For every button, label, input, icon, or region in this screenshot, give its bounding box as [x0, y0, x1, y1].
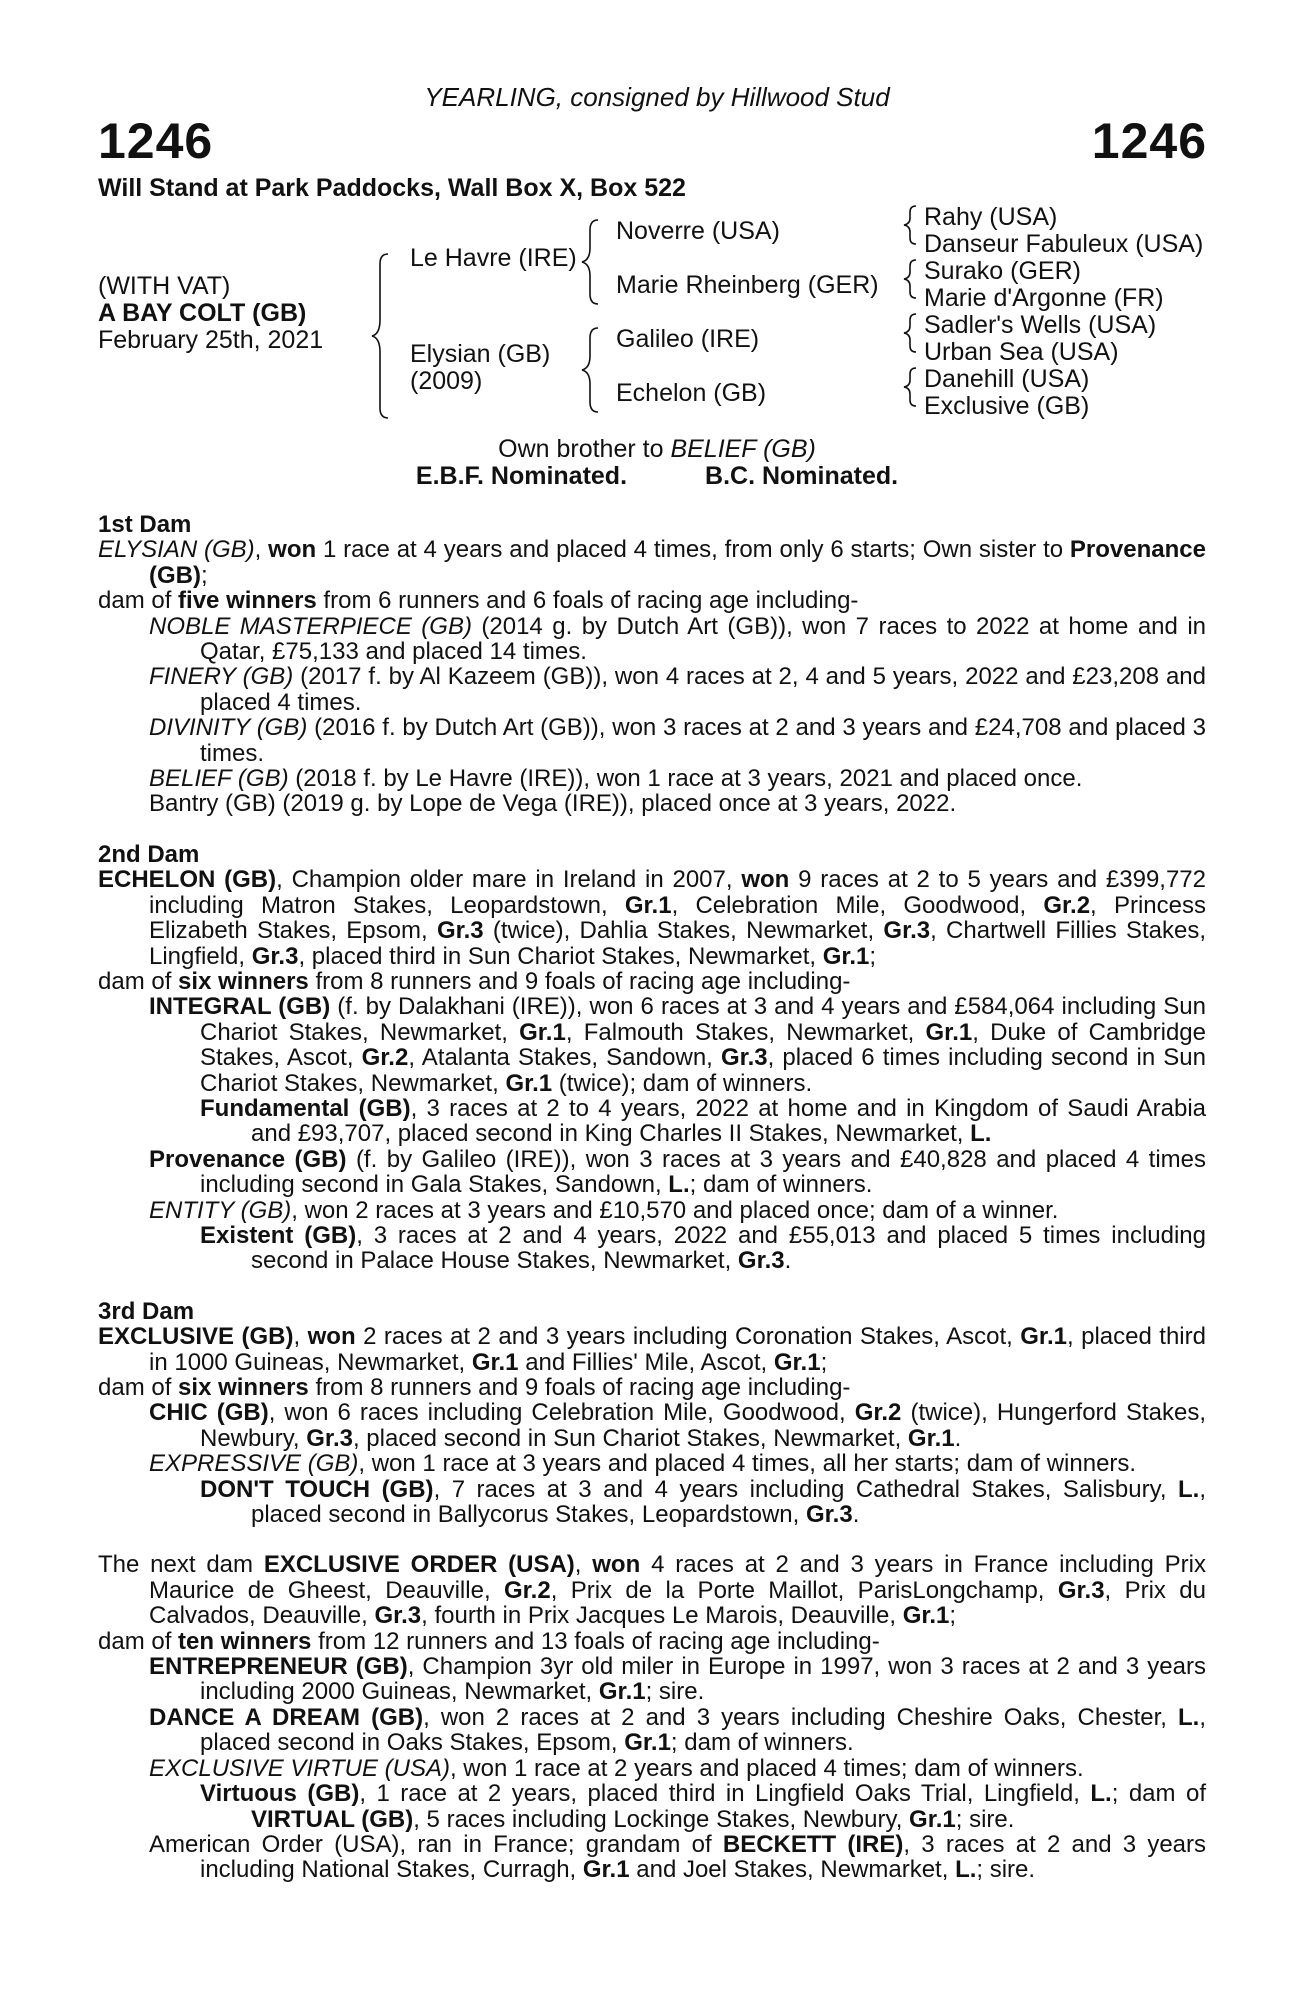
bold-run: Fundamental (GB)	[200, 1094, 411, 1122]
text-run: The next dam	[98, 1551, 264, 1579]
text-run: (2018 f. by Le Havre (IRE)), won 1 race at 3 years, 2021 and placed once.	[288, 765, 1083, 793]
text-run: , Prix de la Porte Maillot, ParisLongchamp,	[550, 1576, 1058, 1604]
bold-run: Gr.1	[624, 1729, 671, 1757]
bold-run: won	[268, 536, 317, 564]
dam-section	[98, 1299, 1206, 1528]
text-run: 4 races at 2 and 3 years in France including Prix Maurice de Gheest, Deauville,	[149, 1551, 1206, 1604]
text-run: .	[852, 1501, 860, 1529]
text-run: ;	[200, 561, 208, 589]
bold-run: Provenance (GB)	[149, 536, 1206, 589]
bold-run: Gr.1	[471, 1348, 519, 1376]
text-run: , placed third in 1000 Guineas, Newmarket,	[149, 1323, 1206, 1376]
text-run: American Order (USA), ran in France; grandam of	[149, 1830, 723, 1858]
nominations-line	[0, 463, 1314, 490]
stand-location: Will Stand at Park Paddocks, Wall Box X, Box 522	[98, 174, 686, 202]
bold-run: ten winners	[178, 1627, 312, 1655]
bold-run: five winners	[178, 587, 317, 615]
text-run: , placed second in Ballycorus Stakes, Leopardstown,	[251, 1475, 1206, 1529]
consignment-line: YEARLING, consigned by Hillwood Stud	[424, 82, 890, 112]
ancestor-5: Sadler's Wells (USA)	[924, 311, 1157, 339]
bold-run: Gr.2	[1043, 891, 1091, 919]
text-run: , fourth in Prix Jacques Le Marois, Deauville,	[421, 1602, 903, 1630]
pedigree-paragraph	[98, 537, 1206, 588]
pedigree-paragraph	[98, 715, 1206, 766]
text-run: , Princess Elizabeth Stakes, Epsom,	[149, 891, 1206, 945]
bold-run: ENTREPRENEUR (GB)	[149, 1653, 408, 1681]
ancestor-6: Urban Sea (USA)	[924, 338, 1119, 366]
text-run: ; dam of winners.	[689, 1171, 873, 1199]
bold-run: Gr.2	[361, 1044, 409, 1072]
text-run: (2014 g. by Dutch Art (GB)), won 7 races to 2022 at home and in Qatar, £75,133 and placed 14 times.	[200, 612, 1206, 666]
ancestor-8: Exclusive (GB)	[924, 392, 1090, 420]
bold-run: six winners	[178, 1374, 309, 1401]
bold-run: won	[307, 1323, 356, 1351]
bold-run: Gr.2	[854, 1399, 902, 1427]
bold-run: won	[741, 866, 790, 894]
text-run: ;	[949, 1602, 957, 1630]
dam: Elysian (GB)	[410, 340, 551, 368]
sire: Le Havre (IRE)	[410, 244, 577, 272]
text-run: and Joel Stakes, Newmarket,	[629, 1856, 956, 1884]
bold-run: Gr.1	[505, 1069, 553, 1097]
section-heading: 2nd Dam	[98, 840, 200, 868]
text-run: ,	[293, 1323, 308, 1351]
pedigree-paragraph	[98, 791, 1206, 816]
pedigree-paragraph	[98, 664, 1206, 715]
bold-run: Provenance (GB)	[149, 1145, 347, 1173]
bold-run: Gr.1	[925, 1018, 973, 1046]
italic-run: ENTITY (GB)	[149, 1196, 292, 1224]
ancestor-1: Rahy (USA)	[924, 203, 1058, 231]
pedigree-paragraph	[98, 867, 1206, 969]
text-run: dam of	[98, 967, 179, 995]
bold-run: Gr.3	[1057, 1576, 1105, 1604]
pedigree-paragraph	[98, 588, 1206, 613]
pedigree-paragraph	[98, 1375, 1206, 1400]
text-run: (twice), Hungerford Stakes, Newbury,	[200, 1399, 1206, 1452]
bold-run: DANCE A DREAM (GB)	[149, 1703, 424, 1731]
text-run: dam of	[98, 587, 179, 615]
pedigree-paragraph	[98, 1198, 1206, 1223]
bold-run: VIRTUAL (GB)	[251, 1805, 414, 1833]
bold-run: L.	[668, 1171, 690, 1199]
dam-dam: Echelon (GB)	[616, 379, 767, 407]
section-heading: 3rd Dam	[98, 1297, 195, 1325]
pedigree-paragraph	[98, 969, 1206, 994]
bold-run: L.	[1178, 1703, 1200, 1731]
sire-dam: Marie Rheinberg (GER)	[616, 271, 879, 299]
text-run: (twice); dam of winners.	[552, 1069, 813, 1097]
bold-run: Gr.1	[907, 1424, 955, 1452]
pedigree-paragraph	[98, 1223, 1206, 1274]
bold-run: BECKETT (IRE)	[722, 1830, 904, 1858]
bold-run: L.	[1090, 1780, 1112, 1808]
catalogue-body	[98, 512, 1206, 1883]
bold-run: CHIC (GB)	[149, 1399, 269, 1427]
bold-run: Gr.1	[624, 891, 672, 919]
text-run: , 7 races at 3 and 4 years including Cathedral Stakes, Salisbury,	[433, 1475, 1178, 1503]
bold-run: INTEGRAL (GB)	[149, 993, 331, 1021]
horse-name: A BAY COLT (GB)	[98, 299, 307, 327]
text-run: 2 races at 2 and 3 years including Coronation Stakes, Ascot,	[355, 1323, 1021, 1351]
bold-run: Gr.3	[251, 942, 299, 970]
bold-run: Gr.2	[503, 1576, 551, 1604]
text-run: , 5 races including Lockinge Stakes, Newbury,	[413, 1805, 910, 1833]
text-run: , placed 6 times including second in Sun Chariot Stakes, Newmarket,	[200, 1044, 1206, 1097]
ancestor-7: Danehill (USA)	[924, 365, 1090, 393]
nomination-notes	[0, 436, 1314, 490]
text-run: 1 race at 4 years and placed 4 times, from only 6 starts; Own sister to	[316, 536, 1070, 564]
bold-run: L.	[1178, 1475, 1200, 1503]
text-run: , placed second in Oaks Stakes, Epsom,	[200, 1703, 1206, 1757]
text-run: , Champion older mare in Ireland in 2007,	[276, 866, 742, 894]
ancestor-3: Surako (GER)	[924, 257, 1081, 285]
section-heading: 1st Dam	[98, 511, 192, 538]
text-run: from 8 runners and 9 foals of racing age including-	[308, 967, 851, 995]
bold-run: L.	[970, 1120, 992, 1148]
dam-section	[98, 512, 1206, 817]
text-run: ; sire.	[955, 1805, 1015, 1833]
text-run: , won 2 races at 3 years and £10,570 and placed once; dam of a winner.	[291, 1196, 1059, 1224]
text-run: , Champion 3yr old miler in Europe in 1997, won 3 races at 2 and 3 years including 2000 Guineas, Newmarket,	[200, 1653, 1206, 1706]
vat-note: (WITH VAT)	[98, 272, 231, 300]
text-run: 9 races at 2 to 5 years and £399,772 including Matron Stakes, Leopardstown,	[149, 866, 1206, 919]
text-run: ,	[254, 536, 269, 564]
foaling-date: February 25th, 2021	[98, 326, 324, 354]
text-run: , Celebration Mile, Goodwood,	[671, 891, 1044, 919]
text-run: , 3 races at 2 to 4 years, 2022 at home and in Kingdom of Saudi Arabia and £93,707, placed second in King Charles II Stakes, Newmarket,	[251, 1094, 1207, 1148]
bold-run: DON'T TOUCH (GB)	[200, 1475, 434, 1503]
bold-run: six winners	[178, 967, 309, 995]
bold-run: Gr.3	[806, 1501, 853, 1529]
pedigree-paragraph	[98, 766, 1206, 791]
bold-run: EXCLUSIVE ORDER (USA)	[263, 1551, 575, 1579]
bold-run: Gr.3	[737, 1247, 785, 1275]
ebf-nomination: E.B.F. Nominated.	[415, 462, 628, 490]
text-run: dam of	[98, 1374, 179, 1401]
italic-run: ELYSIAN (GB)	[98, 536, 255, 564]
text-run: (2016 f. by Dutch Art (GB)), won 3 races at 2 and 3 years and £24,708 and placed 3 times.	[200, 714, 1206, 767]
text-run: (twice), Dahlia Stakes, Newmarket,	[483, 917, 884, 945]
bold-run: Gr.3	[374, 1602, 422, 1630]
dam-sire: Galileo (IRE)	[616, 325, 760, 353]
pedigree-paragraph	[98, 1451, 1206, 1476]
italic-run: FINERY (GB)	[149, 663, 294, 691]
italic-run: BELIEF (GB)	[149, 765, 289, 793]
text-run: and Fillies' Mile, Ascot,	[518, 1348, 774, 1376]
italic-run: NOBLE MASTERPIECE (GB)	[149, 612, 472, 640]
pedigree-paragraph	[98, 1832, 1206, 1883]
pedigree-paragraph	[98, 614, 1206, 665]
text-run: from 12 runners and 13 foals of racing age including-	[311, 1627, 880, 1655]
text-run: ; sire.	[645, 1678, 705, 1706]
text-run: ; dam of	[1111, 1780, 1206, 1808]
text-run: , Atalanta Stakes, Sandown,	[408, 1044, 721, 1072]
text-run: , 3 races at 2 and 3 years including National Stakes, Curragh,	[200, 1830, 1207, 1884]
text-run: (2017 f. by Al Kazeem (GB)), won 4 races at 2, 4 and 5 years, 2022 and £23,208 and placed 4 times.	[200, 663, 1206, 716]
bold-run: Gr.1	[1020, 1323, 1067, 1351]
text-run: .	[784, 1247, 792, 1275]
bold-run: Virtuous (GB)	[200, 1780, 360, 1808]
text-run: , won 6 races including Celebration Mile, Goodwood,	[268, 1399, 855, 1427]
pedigree-paragraph	[98, 1705, 1206, 1756]
bold-run: Gr.1	[773, 1348, 821, 1376]
bold-run: Gr.1	[582, 1856, 630, 1884]
text-run: ; sire.	[976, 1856, 1036, 1884]
italic-run: DIVINITY (GB)	[149, 714, 308, 742]
pedigree-paragraph	[98, 1324, 1206, 1375]
text-run: ; dam of winners.	[670, 1729, 854, 1757]
bold-run: won	[592, 1551, 641, 1579]
bold-run: Gr.1	[909, 1805, 956, 1833]
text-run: , Prix du Calvados, Deauville,	[149, 1576, 1206, 1630]
bold-run: Gr.1	[519, 1018, 566, 1046]
pedigree-paragraph	[98, 1552, 1206, 1628]
text-run: (f. by Galileo (IRE)), won 3 races at 3 years and £40,828 and placed 4 times including second in Gala Stakes, Sandown,	[200, 1145, 1206, 1199]
sire-sire: Noverre (USA)	[616, 217, 780, 245]
italic-run: EXCLUSIVE VIRTUE (USA)	[149, 1754, 450, 1782]
italic-run: EXPRESSIVE (GB)	[149, 1450, 359, 1478]
own-brother-name: BELIEF (GB)	[670, 435, 816, 463]
text-run: , 3 races at 2 and 4 years, 2022 and £55,013 and placed 5 times including second in Palace House Stakes, Newmarket,	[251, 1221, 1207, 1275]
text-run: ;	[820, 1348, 828, 1376]
bold-run: EXCLUSIVE (GB)	[98, 1323, 294, 1351]
own-brother-line: Own brother to BELIEF (GB)	[498, 435, 816, 463]
text-run: , won 1 race at 3 years and placed 4 times, all her starts; dam of winners.	[358, 1450, 1137, 1478]
pedigree-paragraph	[98, 1147, 1206, 1198]
lot-number-right: 1246	[1091, 113, 1207, 169]
pedigree-paragraph	[98, 1400, 1206, 1451]
bc-nomination: B.C. Nominated.	[705, 462, 899, 490]
bold-run: Existent (GB)	[200, 1221, 357, 1249]
text-run: ;	[869, 942, 877, 970]
bold-run: Gr.1	[598, 1678, 646, 1706]
text-run: (f. by Dalakhani (IRE)), won 6 races at 3 and 4 years and £584,064 including Sun Chariot Stakes, Newmarket,	[200, 993, 1206, 1046]
text-run: , placed third in Sun Chariot Stakes, Newmarket,	[298, 942, 823, 970]
bold-run: Gr.3	[720, 1044, 768, 1072]
bold-run: Gr.3	[436, 917, 484, 945]
text-run: , Falmouth Stakes, Newmarket,	[565, 1018, 926, 1046]
bold-run: ECHELON (GB)	[98, 866, 277, 894]
text-run: , won 1 race at 2 years and placed 4 times; dam of winners.	[449, 1754, 1084, 1782]
text-run: , won 2 races at 2 and 3 years including Cheshire Oaks, Chester,	[423, 1703, 1178, 1731]
text-run: from 8 runners and 9 foals of racing age including-	[308, 1374, 851, 1401]
dam-section	[98, 842, 1206, 1274]
text-run: Bantry (GB) (2019 g. by Lope de Vega (IRE)), placed once at 3 years, 2022.	[149, 790, 957, 818]
text-run: dam of	[98, 1627, 179, 1655]
pedigree-paragraph	[98, 1756, 1206, 1781]
lot-number-left: 1246	[98, 113, 214, 169]
pedigree-paragraph	[98, 994, 1206, 1096]
text-run: .	[954, 1424, 962, 1452]
bold-run: Gr.3	[306, 1424, 353, 1452]
text-run: , placed second in Sun Chariot Stakes, Newmarket,	[352, 1424, 908, 1452]
bold-run: L.	[955, 1856, 977, 1884]
pedigree-paragraph	[98, 1629, 1206, 1654]
pedigree-paragraph	[98, 1781, 1206, 1832]
text-run: from 6 runners and 6 foals of racing age including-	[316, 587, 859, 615]
pedigree-paragraph	[98, 1096, 1206, 1147]
dam-foaled-year: (2009)	[410, 367, 483, 395]
text-run: , Duke of Cambridge Stakes, Ascot,	[200, 1018, 1206, 1072]
pedigree-paragraph	[98, 1477, 1206, 1528]
text-run: ,	[574, 1551, 593, 1579]
ancestor-4: Marie d'Argonne (FR)	[924, 284, 1164, 312]
bold-run: Gr.1	[902, 1602, 950, 1630]
ancestor-2: Danseur Fabuleux (USA)	[924, 230, 1204, 258]
text-run: , 1 race at 2 years, placed third in Lingfield Oaks Trial, Lingfield,	[359, 1780, 1091, 1808]
dam-section	[98, 1552, 1206, 1882]
pedigree-paragraph	[98, 1654, 1206, 1705]
bold-run: Gr.3	[883, 917, 931, 945]
bold-run: Gr.1	[822, 942, 870, 970]
text-run: , Chartwell Fillies Stakes, Lingfield,	[149, 917, 1207, 970]
